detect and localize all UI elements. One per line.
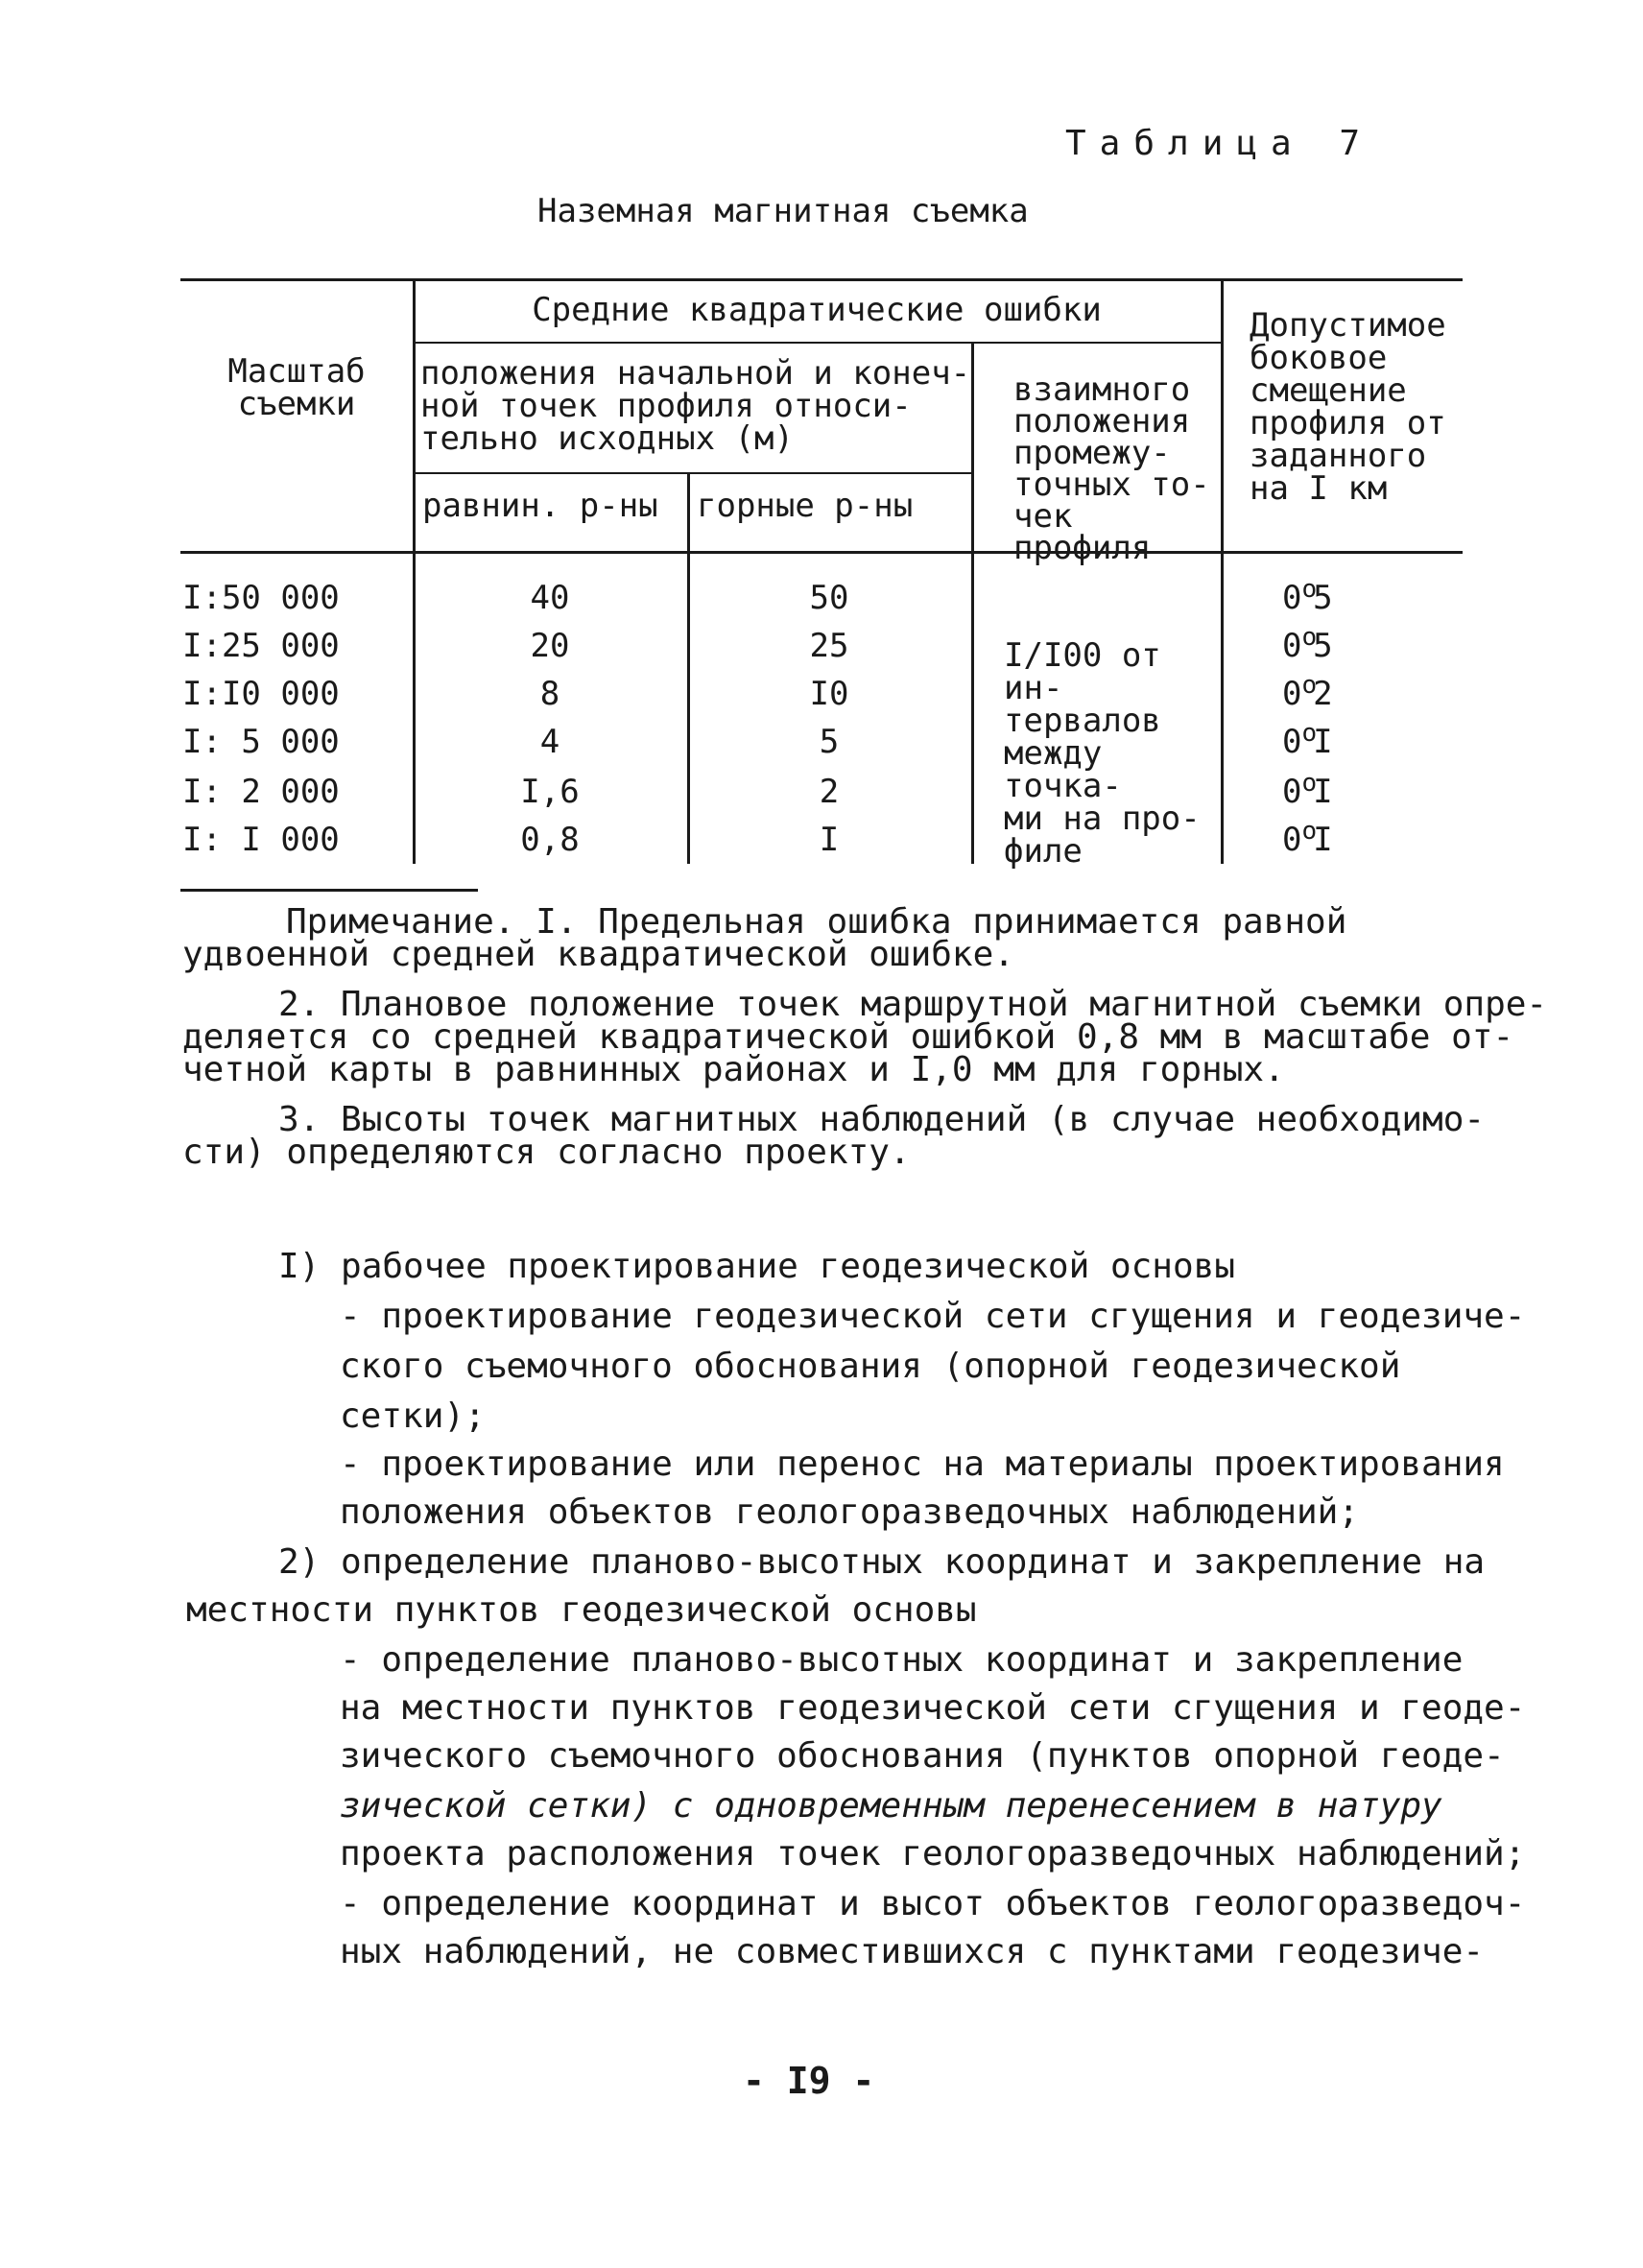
row-plain: 4: [539, 723, 560, 761]
row-scale: I:50 000: [182, 579, 340, 617]
body-line: зического съемочного обоснования (пунктов опорной геоде-: [340, 1736, 1505, 1776]
body-line: зической сетки) с одновременным перенесением в натуру: [340, 1786, 1442, 1826]
body-line: 2) определение планово-высотных координат и закрепление на: [278, 1542, 1486, 1582]
degree-sign: о: [1301, 671, 1318, 700]
row-deviation: $0^оI$: [1282, 817, 1333, 859]
row-deviation: $0^о5$: [1282, 623, 1333, 665]
row-scale: I:I0 000: [182, 675, 340, 713]
table-header-rule: [180, 551, 1463, 554]
body-line: - определение планово-высотных координат и закрепление: [340, 1640, 1464, 1680]
row-deviation: $0^о2$: [1282, 671, 1333, 713]
body-line: I) рабочее проектирование геодезической основы: [278, 1247, 1235, 1286]
note-2: 2. Плановое положение точек маршрутной магнитной съемки опре- деляется со средней квадратической ошибкой 0,8 мм в масштабе от- четной карты в равнинных районах и I,0 мм для горных.: [182, 985, 1548, 1089]
header-mse: Средние квадратические ошибки: [532, 291, 1102, 329]
row-scale: I: 2 000: [182, 773, 340, 811]
body-line: проекта расположения точек геологоразведочных наблюдений;: [340, 1834, 1526, 1874]
note-1: Примечание. I. Предельная ошибка принимается равной удвоенной средней квадратической ошибке.: [182, 902, 1347, 974]
body-line: ского съемочного обоснования (опорной геодезической: [340, 1347, 1401, 1386]
row-mountain: 50: [809, 579, 849, 617]
row-deviation: $0^оI$: [1282, 769, 1333, 811]
header-rule-mse: [413, 342, 1221, 344]
body-line: - определение координат и высот объектов геологоразведоч-: [340, 1884, 1526, 1923]
body-line: положения объектов геологоразведочных наблюдений;: [340, 1492, 1360, 1532]
header-mutual: взаимного положения промежу- точных то- чек профиля: [1013, 370, 1210, 567]
row-plain: I,6: [520, 773, 580, 811]
body-line: на местности пунктов геодезической сети сгущения и геоде-: [340, 1688, 1526, 1728]
note-3: 3. Высоты точек магнитных наблюдений (в случае необходимо- сти) определяются согласно проекту.: [182, 1100, 1486, 1172]
body-line: сетки);: [340, 1397, 486, 1436]
degree-sign: о: [1301, 769, 1318, 798]
header-lateral: Допустимое боковое смещение профиля от заданного на I км: [1250, 306, 1446, 508]
header-plain: равнин. р-ны: [422, 487, 658, 525]
page-number: - I9 -: [743, 2060, 875, 2102]
row-mountain: I: [819, 821, 840, 859]
degree-sign: о: [1301, 719, 1318, 748]
header-endpoints: положения начальной и конеч- ной точек профиля относи- тельно исходных (м): [420, 354, 971, 458]
row-mountain: 2: [819, 773, 840, 811]
body-line: местности пунктов геодезической основы: [186, 1590, 977, 1630]
row-scale: I:25 000: [182, 627, 340, 665]
header-rule-endpoints: [413, 472, 973, 474]
notes-rule: [180, 889, 478, 892]
degree-sign: о: [1301, 817, 1318, 846]
row-mountain: 5: [819, 723, 840, 761]
row-plain: 20: [530, 627, 570, 665]
header-mountain: горные р-ны: [697, 487, 914, 525]
row-scale: I: 5 000: [182, 723, 340, 761]
row-scale: I: I 000: [182, 821, 340, 859]
col-divider-4: [1221, 278, 1224, 864]
body-line: - проектирование геодезической сети сгущения и геодезиче-: [340, 1297, 1526, 1336]
row-mountain: I0: [809, 675, 849, 713]
row-deviation: $0^о5$: [1282, 575, 1333, 617]
row-plain: 0,8: [520, 821, 580, 859]
table-title: Наземная магнитная съемка: [537, 192, 1029, 230]
body-line: - проектирование или перенос на материалы проектирования: [340, 1444, 1505, 1484]
row-mountain: 25: [809, 627, 849, 665]
table-top-rule: [180, 278, 1463, 281]
row-plain: 40: [530, 579, 570, 617]
table-label: Таблица 7: [1065, 124, 1374, 163]
mutual-value: I/I00 от ин- тервалов между точка- ми на про- филе: [1004, 636, 1201, 871]
row-deviation: $0^оI$: [1282, 719, 1333, 761]
degree-sign: о: [1301, 575, 1318, 604]
body-line: ных наблюдений, не совместившихся с пунктами геодезиче-: [340, 1932, 1485, 1971]
degree-sign: о: [1301, 623, 1318, 652]
row-plain: 8: [539, 675, 560, 713]
header-scale: Масштаб съемки: [227, 352, 366, 423]
